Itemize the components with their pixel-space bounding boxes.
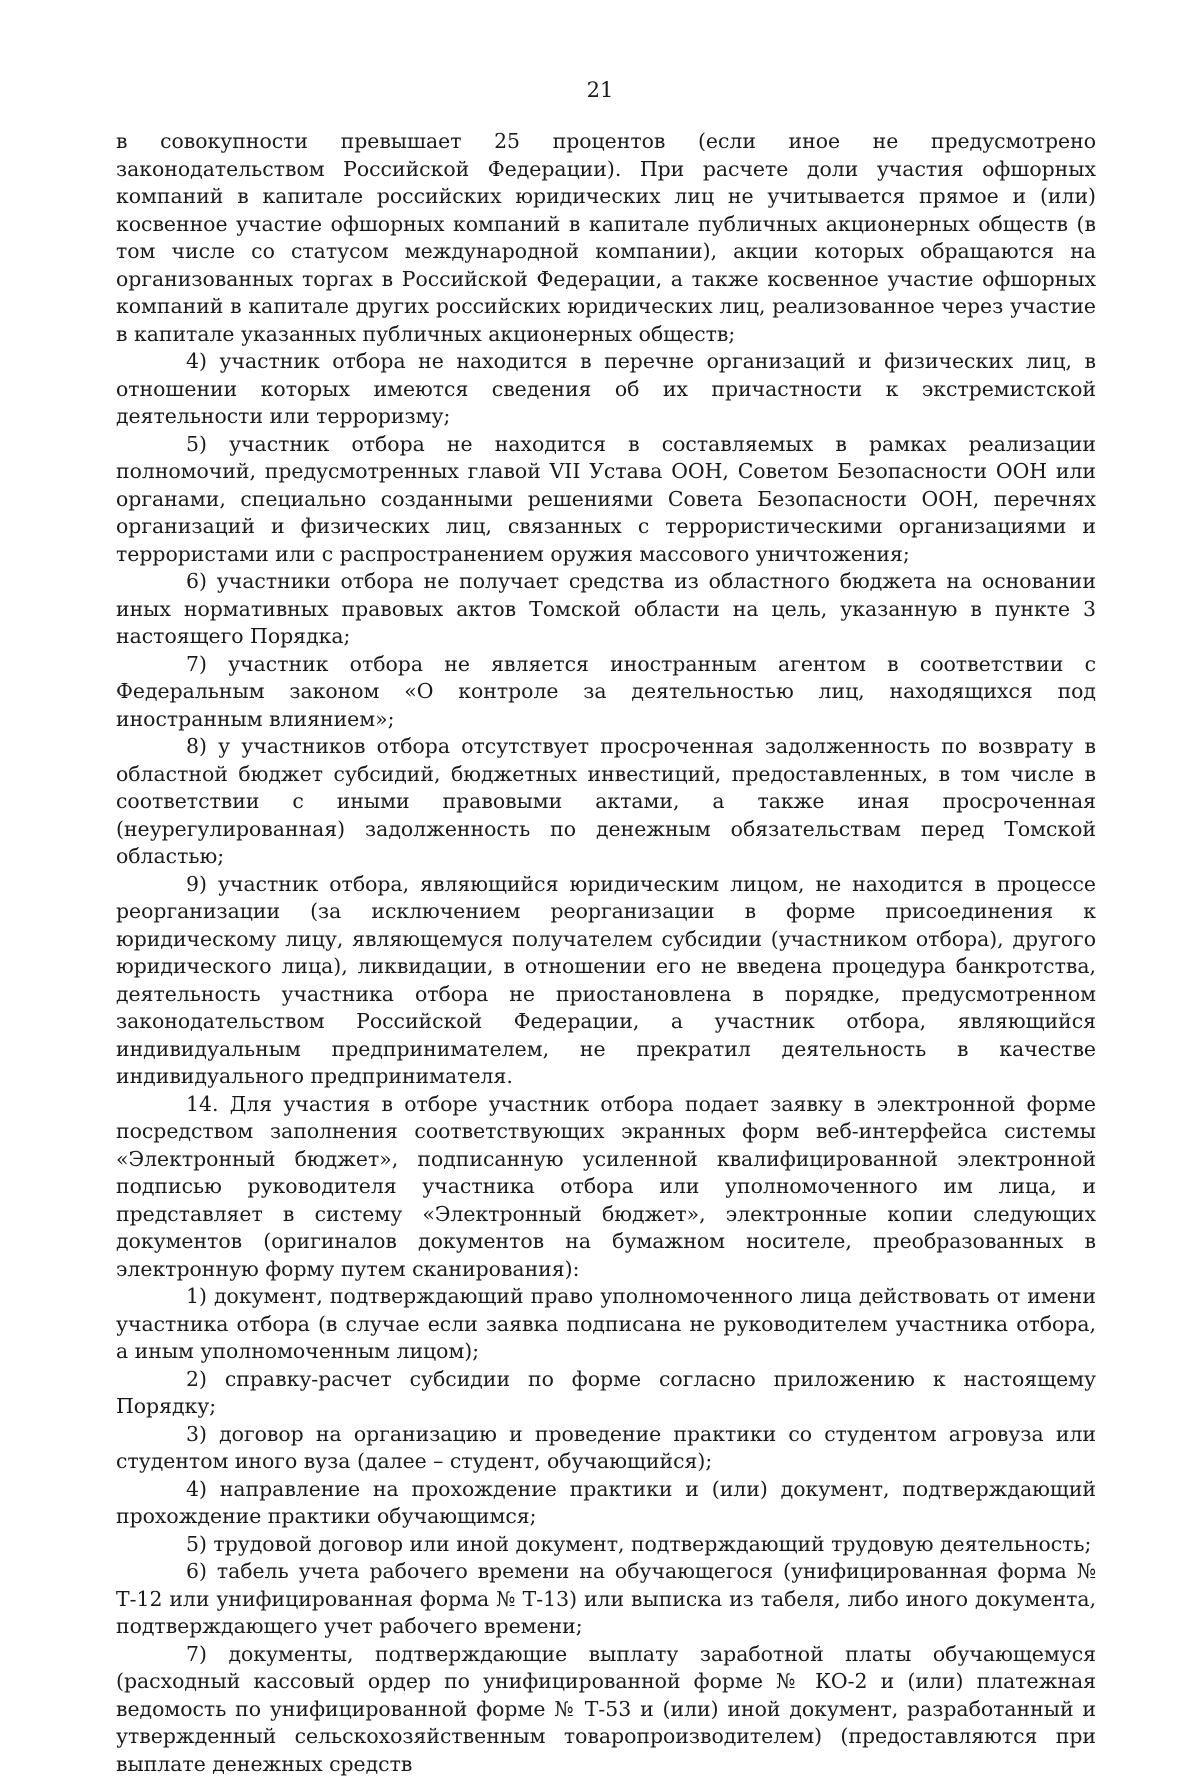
paragraph-doc-2-calculation: 2) справку-расчет субсидии по форме согласно приложению к настоящему Порядку; — [116, 1366, 1096, 1421]
paragraph-item-8-debt: 8) у участников отбора отсутствует просроченная задолженность по возврату в областной бюджет субсидий, бюджетных инвестиций, предоставленных, в том числе в соответствии с иными правовыми актами, а также иная просроченная (неурегулированная) задолженность по денежным обязательствам перед Томской областью; — [116, 733, 1096, 871]
document-body — [116, 128, 1096, 1778]
paragraph-item-4-extremism: 4) участник отбора не находится в перечне организаций и физических лиц, в отношении которых имеются сведения об их причастности к экстремистской деятельности или терроризму; — [116, 348, 1096, 431]
paragraph-offshore-continuation: в совокупности превышает 25 процентов (если иное не предусмотрено законодательством Российской Федерации). При расчете доли участия офшорных компаний в капитале российских юридических лиц не учитывается прямое и (или) косвенное участие офшорных компаний в капитале публичных акционерных обществ (в том числе со статусом международной компании), акции которых обращаются на организованных торгах в Российской Федерации, а также косвенное участие офшорных компаний в капитале других российских юридических лиц, реализованное через участие в капитале указанных публичных акционерных обществ; — [116, 128, 1096, 348]
paragraph-item-9-reorganization: 9) участник отбора, являющийся юридическим лицом, не находится в процессе реорганизации (за исключением реорганизации в форме присоединения к юридическому лицу, являющемуся получателем субсидии (участником отбора), другого юридического лица), ликвидации, в отношении его не введена процедура банкротства, деятельность участника отбора не приостановлена в порядке, предусмотренном законодательством Российской Федерации, а участник отбора, являющийся индивидуальным предпринимателем, не прекратил деятельность в качестве индивидуального предпринимателя. — [116, 871, 1096, 1091]
paragraph-doc-1-authority: 1) документ, подтверждающий право уполномоченного лица действовать от имени участника отбора (в случае если заявка подписана не руководителем участника отбора, а иным уполномоченным лицом); — [116, 1283, 1096, 1366]
paragraph-doc-6-timesheet: 6) табель учета рабочего времени на обучающегося (унифицированная форма № Т-12 или унифицированная форма № Т-13) или выписка из табеля, либо иного документа, подтверждающего учет рабочего времени; — [116, 1558, 1096, 1641]
paragraph-doc-3-contract: 3) договор на организацию и проведение практики со студентом агровуза или студентом иного вуза (далее – студент, обучающийся); — [116, 1421, 1096, 1476]
paragraph-doc-4-referral: 4) направление на прохождение практики и (или) документ, подтверждающий прохождение практики обучающимся; — [116, 1476, 1096, 1531]
paragraph-clause-14-application: 14. Для участия в отборе участник отбора подает заявку в электронной форме посредством заполнения соответствующих экранных форм веб-интерфейса системы «Электронный бюджет», подписанную усиленной квалифицированной электронной подписью руководителя участника отбора или уполномоченного им лица, и представляет в систему «Электронный бюджет», электронные копии следующих документов (оригиналов документов на бумажном носителе, преобразованных в электронную форму путем сканирования): — [116, 1091, 1096, 1284]
paragraph-item-6-budget-funds: 6) участники отбора не получает средства из областного бюджета на основании иных нормативных правовых актов Томской области на цель, указанную в пункте 3 настоящего Порядка; — [116, 568, 1096, 651]
paragraph-doc-7-salary: 7) документы, подтверждающие выплату заработной платы обучающемуся (расходный кассовый ордер по унифицированной форме № КО-2 и (или) платежная ведомость по унифицированной форме № Т-53 и (или) иной документ, разработанный и утвержденный сельскохозяйственным товаропроизводителем) (предоставляются при выплате денежных средств — [116, 1641, 1096, 1778]
paragraph-doc-5-employment: 5) трудовой договор или иной документ, подтверждающий трудовую деятельность; — [116, 1531, 1096, 1559]
paragraph-item-7-foreign-agent: 7) участник отбора не является иностранным агентом в соответствии с Федеральным законом «О контроле за деятельностью лиц, находящихся под иностранным влиянием»; — [116, 651, 1096, 734]
page-number: 21 — [0, 76, 1200, 104]
paragraph-item-5-un-lists: 5) участник отбора не находится в составляемых в рамках реализации полномочий, предусмотренных главой VII Устава ООН, Советом Безопасности ООН или органами, специально созданными решениями Совета Безопасности ООН, перечнях организаций и физических лиц, связанных с террористическими организациями и террористами или с распространением оружия массового уничтожения; — [116, 431, 1096, 569]
